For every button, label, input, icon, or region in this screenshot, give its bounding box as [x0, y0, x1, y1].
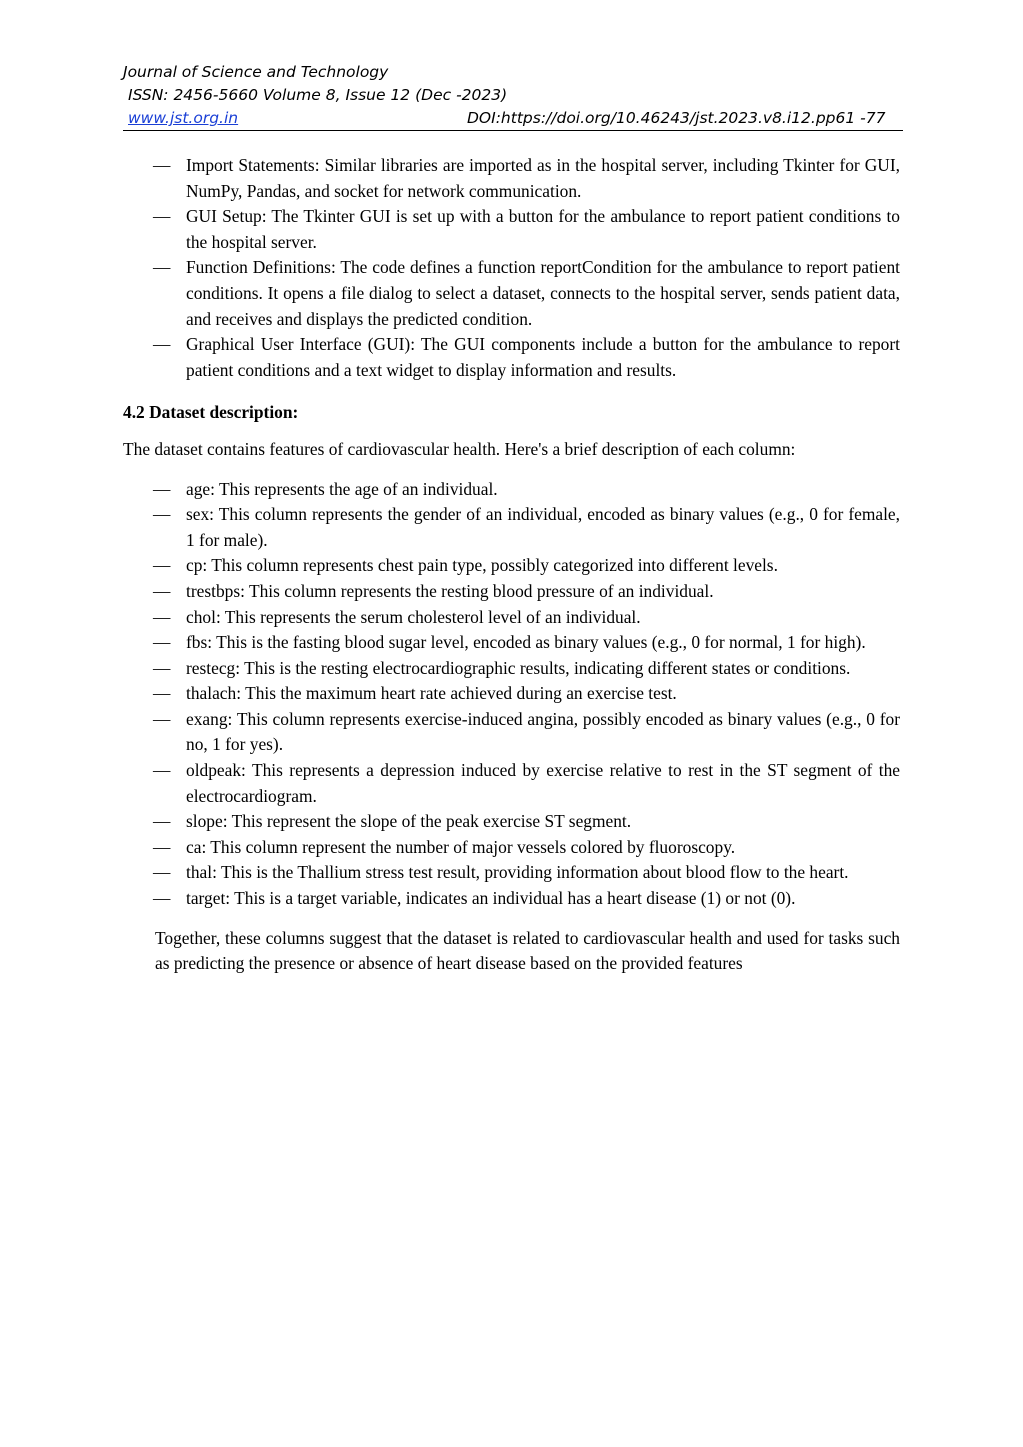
- dash-bullet: —: [153, 206, 171, 227]
- list-item-text: age: This represents the age of an individual.: [186, 478, 498, 499]
- dash-bullet: —: [153, 708, 171, 729]
- list-item-text: GUI Setup: The Tkinter GUI is set up with a button for the ambulance to report patient conditions to the hospital server.: [186, 206, 900, 252]
- list-item-text: trestbps: This column represents the resting blood pressure of an individual.: [186, 580, 714, 601]
- journal-header: [123, 61, 903, 131]
- dash-bullet: —: [153, 606, 171, 627]
- list-item: [123, 707, 900, 758]
- list-item: [123, 332, 900, 383]
- dash-bullet: —: [153, 811, 171, 832]
- list-item-text: ca: This column represent the number of major vessels colored by fluoroscopy.: [186, 836, 736, 857]
- list-item-text: slope: This represent the slope of the peak exercise ST segment.: [186, 811, 632, 832]
- list-item: [123, 860, 900, 886]
- dash-bullet: —: [153, 632, 171, 653]
- list-item: [123, 255, 900, 332]
- list-item-text: exang: This column represents exercise-induced angina, possibly encoded as binary values (e.g., 0 for no, 1 for yes).: [186, 708, 900, 755]
- list-item-text: thal: This is the Thallium stress test result, providing information about blood flow to the heart.: [186, 862, 849, 883]
- list-item: [123, 204, 900, 255]
- dash-bullet: —: [153, 580, 171, 601]
- list-item-text: sex: This column represents the gender of an individual, encoded as binary values (e.g., 0 for female, 1 for male).: [186, 504, 900, 550]
- code-description-list: [123, 153, 900, 383]
- dash-bullet: —: [153, 478, 171, 499]
- journal-issn: ISSN: 2456-5660 Volume 8, Issue 12 (Dec -2023): [128, 86, 508, 104]
- dataset-column-list: [123, 477, 900, 912]
- list-item: [123, 477, 900, 503]
- list-item: [123, 502, 900, 553]
- list-item-text: chol: This represents the serum cholesterol level of an individual.: [186, 606, 641, 627]
- article-doi: DOI:https://doi.org/10.46243/jst.2023.v8.i12.pp61 -77: [467, 109, 886, 127]
- journal-website-link[interactable]: www.jst.org.in: [128, 109, 239, 127]
- list-item-text: fbs: This is the fasting blood sugar level, encoded as binary values (e.g., 0 for normal, 1 for high).: [186, 632, 866, 653]
- list-item: [123, 809, 900, 835]
- section-heading: 4.2 Dataset description:: [123, 402, 299, 423]
- dash-bullet: —: [153, 257, 171, 278]
- list-item-text: Graphical User Interface (GUI): The GUI components include a button for the ambulance to report patient conditions and a text widget to display information and results.: [186, 334, 900, 380]
- list-item-text: Function Definitions: The code defines a function reportCondition for the ambulance to report patient conditions. It opens a file dialog to select a dataset, connects to the hospital server, sends patient data, and receives and displays the predicted condition.: [186, 257, 900, 329]
- dash-bullet: —: [153, 504, 171, 525]
- dash-bullet: —: [153, 888, 171, 909]
- list-item-text: target: This is a target variable, indicates an individual has a heart disease (1) or not (0).: [186, 888, 796, 909]
- closing-paragraph: Together, these columns suggest that the dataset is related to cardiovascular health and used for tasks such as predicting the presence or absence of heart disease based on the provided features: [155, 927, 900, 974]
- list-item: [123, 656, 900, 682]
- list-item-text: thalach: This the maximum heart rate achieved during an exercise test.: [186, 683, 677, 704]
- dash-bullet: —: [153, 555, 171, 576]
- dash-bullet: —: [153, 657, 171, 678]
- list-item: [123, 553, 900, 579]
- list-item: [123, 681, 900, 707]
- intro-paragraph: The dataset contains features of cardiovascular health. Here's a brief description of each column:: [123, 438, 796, 459]
- list-item-text: restecg: This is the resting electrocardiographic results, indicating different states or conditions.: [186, 657, 851, 678]
- list-item-text: Import Statements: Similar libraries are imported as in the hospital server, including Tkinter for GUI, NumPy, Pandas, and socket for network communication.: [186, 155, 900, 201]
- list-item: [123, 758, 900, 809]
- dash-bullet: —: [153, 155, 171, 175]
- list-item: [123, 835, 900, 861]
- list-item: [123, 886, 900, 912]
- dash-bullet: —: [153, 334, 171, 355]
- dash-bullet: —: [153, 862, 171, 883]
- list-item: [123, 153, 900, 204]
- list-item: [123, 605, 900, 631]
- list-item-text: oldpeak: This represents a depression induced by exercise relative to rest in the ST segment of the electrocardiogram.: [186, 760, 900, 806]
- dash-bullet: —: [153, 836, 171, 857]
- list-item: [123, 579, 900, 605]
- dash-bullet: —: [153, 683, 171, 704]
- article-body: [123, 153, 900, 977]
- journal-title: Journal of Science and Technology: [123, 63, 389, 81]
- list-item-text: cp: This column represents chest pain type, possibly categorized into different levels.: [186, 555, 778, 576]
- header-rule-line: [123, 107, 903, 131]
- list-item: [123, 630, 900, 656]
- dash-bullet: —: [153, 760, 171, 781]
